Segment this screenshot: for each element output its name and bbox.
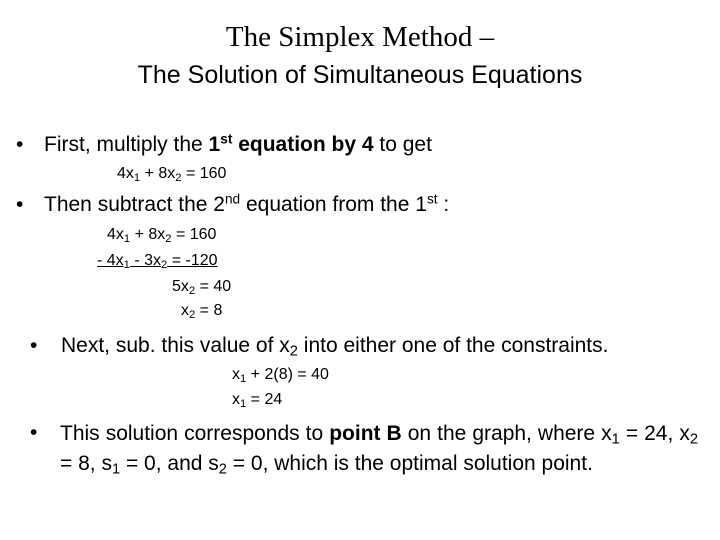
step-1-equation: $4x_1 + 8x_2 = 160$ [117, 165, 227, 184]
step-1-text: First, multiply the 1st equation by 4 to get [44, 131, 432, 156]
step-2-equation-2: - $4x_1 - 3x_2 = -120$ [97, 252, 218, 271]
step-3-equation-2: $x_1 = 24$ [232, 391, 283, 410]
bullet-dot: • [30, 421, 38, 444]
step-3-equation-1: $x_1 + 2(8) = 40$ [232, 366, 329, 385]
step-2-equation-4: $x_2 = 8$ [181, 302, 223, 321]
slide-title: The Simplex Method – [225, 21, 495, 53]
step-2-equation-1: $4x_1 + 8x_2 = 160$ [107, 226, 217, 245]
bullet-dot: • [30, 334, 38, 357]
step-4-text: This solution corresponds to point B on the graph, where $x_1 = 24$, $x_2 = 8$, $s_1 = 0$, and $s_2 = 0$, which is the optimal solution point. [60, 422, 698, 478]
slide-subtitle: The Solution of Simultaneous Equations [137, 61, 583, 89]
step-2-text: Then subtract the 2nd equation from the 1st : [44, 191, 450, 216]
bullet-dot: • [16, 133, 24, 156]
step-2-equation-3: $5x_2 = 40$ [172, 278, 232, 297]
bullet-dot: • [16, 193, 24, 216]
step-3-text: Next, sub. this value of $x_2$ into either one of the constraints. [61, 334, 609, 360]
